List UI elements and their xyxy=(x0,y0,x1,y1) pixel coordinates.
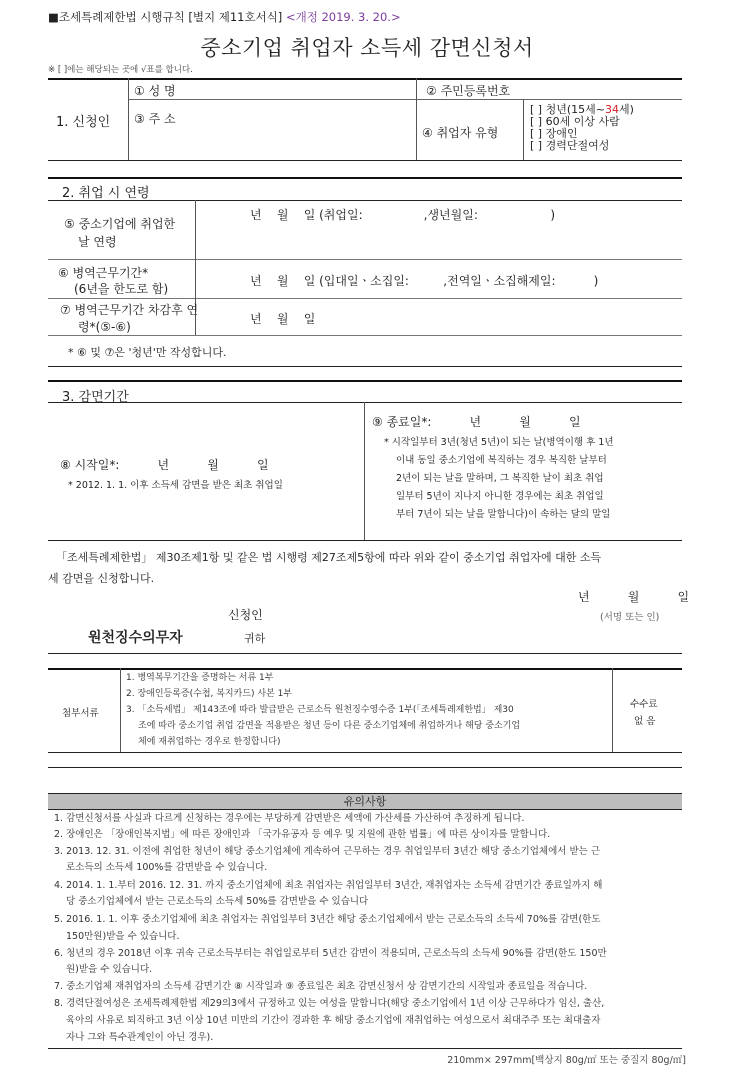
r6-value[interactable]: 년 월 일 (입대일ㆍ소집일: ,전역일ㆍ소집해제일: ) xyxy=(250,274,599,288)
fee-value: 없 음 xyxy=(634,716,656,727)
r5-label-1: ⑤ 중소기업에 취업한 xyxy=(64,217,176,231)
fee-label: 수수료 xyxy=(630,699,658,710)
section-3-label: 3. 감면기간 xyxy=(62,390,129,405)
note-line: 7. 중소기업체 재취업자의 소득세 감면기간 ⑧ 시작일과 ⑨ 종료일은 최초 감면신청서 상 감면기간의 시작일과 종료일을 적습니다. xyxy=(54,981,588,992)
divider xyxy=(48,259,682,260)
divider xyxy=(48,653,682,654)
note-line: 로소득의 소득세 100%를 감면받을 수 있습니다. xyxy=(66,862,268,873)
divider xyxy=(128,99,682,100)
r7-value[interactable]: 년 월 일 xyxy=(250,312,316,326)
notes-title: 유의사항 xyxy=(48,793,682,810)
r6-label-2: (6년을 한도로 함) xyxy=(74,282,169,296)
rrn-label: ② 주민등록번호 xyxy=(426,84,511,98)
applicant-label: 신청인 xyxy=(228,608,263,622)
divider xyxy=(48,177,682,179)
address-label: ③ 주 소 xyxy=(134,112,176,126)
youth-footnote: * ⑥ 및 ⑦은 '청년'만 작성합니다. xyxy=(68,346,227,359)
divider xyxy=(48,752,682,753)
start-note: * 2012. 1. 1. 이후 소득세 감면을 받은 최초 취업일 xyxy=(68,480,283,491)
divider xyxy=(48,402,682,403)
divider xyxy=(48,767,682,768)
r5-label-2: 날 연령 xyxy=(78,235,117,249)
page-title: 중소기업 취업자 소득세 감면신청서 xyxy=(200,36,534,60)
r6-label-1: ⑥ 병역근무기간* xyxy=(58,266,149,280)
sign-note: (서명 또는 인) xyxy=(600,612,660,623)
note-line: 원)받을 수 있습니다. xyxy=(66,964,153,975)
revision-date: <개정 2019. 3. 20.> xyxy=(285,10,401,24)
note-line: 150만원)받을 수 있습니다. xyxy=(66,931,180,942)
end-note-line: 2년이 되는 날을 말하며, 그 복직한 날이 최초 취업 xyxy=(396,473,604,484)
note-line: 당 중소기업체에서 받는 근로소득의 소득세 50%를 감면받을 수 있습니다 xyxy=(66,896,369,907)
divider xyxy=(416,78,417,160)
sign-date[interactable]: 년 월 일 xyxy=(578,590,690,604)
attachment-item: 3. 「소득세법」 제143조에 따라 발급받은 근로소득 원천징수영수증 1부(「조세특례제한법」 제30 xyxy=(126,705,514,715)
attachments-label: 첨부서류 xyxy=(62,708,99,719)
recipient-suffix: 귀하 xyxy=(244,632,266,645)
end-note-line: 일부터 5년이 지나지 아니한 경우에는 최초 취업일 xyxy=(396,491,604,502)
divider xyxy=(48,298,682,299)
employee-type-label: ④ 취업자 유형 xyxy=(422,126,499,140)
note-line: 1. 감면신청서를 사실과 다르게 신청하는 경우에는 부당하게 감면받은 세액에 가산세를 가산하여 추징하게 됩니다. xyxy=(54,813,525,824)
declaration-line: 세 감면을 신청합니다. xyxy=(48,572,155,585)
divider xyxy=(48,200,682,201)
divider xyxy=(48,366,682,367)
divider xyxy=(48,1048,682,1049)
attachment-item: 체에 재취업하는 경우로 한정합니다) xyxy=(138,737,281,747)
divider xyxy=(120,668,121,752)
end-date[interactable]: ⑨ 종료일*: 년 월 일 xyxy=(372,415,581,429)
r7-label-1: ⑦ 병역근무기간 차감후 연 xyxy=(60,303,199,317)
note-line: 5. 2016. 1. 1. 이후 중소기업체에 최초 취업자는 취업일부터 3년간 해당 중소기업체에서 받는 근로소득의 소득세 70%를 감면(한도 xyxy=(54,914,601,925)
type-option-career-break[interactable]: [ ] 경력단절여성 xyxy=(530,139,610,152)
declaration-line: 「조세특례제한법」 제30조제1항 및 같은 법 시행령 제27조제5항에 따라 위와 같이 중소기업 취업자에 대한 소득 xyxy=(56,551,602,564)
note-line: 육아의 사유로 퇴직하고 3년 이상 10년 미만의 기간이 경과한 후 해당 중소기업에 재취업하는 여성으로서 최대주주 또는 최대출자 xyxy=(66,1015,601,1026)
divider xyxy=(128,78,129,160)
type-option-disabled[interactable]: [ ] 장애인 xyxy=(530,127,578,140)
type-option-senior[interactable]: [ ] 60세 이상 사람 xyxy=(530,115,620,128)
divider xyxy=(612,668,613,752)
note-line: 8. 경력단절여성은 조세특례제한법 제29의3에서 규정하고 있는 여성을 말합니다(해당 중소기업에서 1년 이상 근무하다가 임신, 출산, xyxy=(54,998,605,1009)
divider xyxy=(48,380,682,382)
section-2-label: 2. 취업 시 연령 xyxy=(62,186,150,201)
note-line: 6. 청년의 경우 2018년 이후 귀속 근로소득부터는 취업일로부터 5년간 감면이 적용되며, 근로소득의 소득세 90%를 감면(한도 150만 xyxy=(54,948,607,959)
checkbox-note: ※ [ ]에는 해당되는 곳에 √표를 합니다. xyxy=(48,65,193,75)
section-1-label: 1. 신청인 xyxy=(56,115,111,130)
divider xyxy=(523,99,524,160)
note-line: 4. 2014. 1. 1.부터 2016. 12. 31. 까지 중소기업체에 최초 취업자는 취업일부터 3년간, 재취업자는 소득세 감면기간 종료일까지 해 xyxy=(54,880,603,891)
recipient: 원천징수의무자 xyxy=(88,630,183,646)
form-number: ■조세특례제한법 시행규칙 [별지 제11호서식] <개정 2019. 3. 20.> xyxy=(48,10,401,24)
note-line: 2. 장애인은 「장애인복지법」에 따른 장애인과 「국가유공자 등 예우 및 지원에 관한 법률」에 따른 상이자를 말합니다. xyxy=(54,829,551,840)
attachment-item: 1. 병역복무기간을 증명하는 서류 1부 xyxy=(126,673,274,683)
end-note-line: 이내 동일 중소기업에 복직하는 경우 복직한 날부터 xyxy=(396,455,607,466)
end-note-line: 부터 7년이 되는 날을 말합니다)이 속하는 달의 말일 xyxy=(396,509,611,520)
divider xyxy=(48,540,682,541)
name-label: ① 성 명 xyxy=(134,84,176,98)
start-date[interactable]: ⑧ 시작일*: 년 월 일 xyxy=(60,458,269,472)
divider xyxy=(364,402,365,540)
note-line: 3. 2013. 12. 31. 이전에 취업한 청년이 해당 중소기업체에 계속하여 근무하는 경우 취업일부터 3년간 해당 중소기업체에서 받는 근 xyxy=(54,846,601,857)
r5-value[interactable]: 년 월 일 (취업일: ,생년월일: ) xyxy=(250,208,556,222)
divider xyxy=(48,160,682,161)
note-line: 자나 그와 특수관계인이 아닌 경우). xyxy=(66,1032,214,1043)
type-option-youth[interactable]: [ ] 청년(15세~34세) xyxy=(530,103,634,116)
r7-label-2: 령*(⑤-⑥) xyxy=(78,320,131,334)
attachment-item: 조에 따라 중소기업 취업 감면을 적용받은 청년 등이 다른 중소기업체에 취업하거나 해당 중소기업 xyxy=(138,721,521,731)
attachment-item: 2. 장애인등록증(수첩, 복지카드) 사본 1부 xyxy=(126,689,293,699)
divider xyxy=(48,335,682,336)
end-note-line: * 시작일부터 3년(청년 5년)이 되는 날(병역이행 후 1년 xyxy=(384,437,614,448)
divider xyxy=(48,78,682,80)
paper-spec: 210mm× 297mm[백상지 80g/㎡ 또는 중질지 80g/㎡] xyxy=(447,1055,686,1066)
